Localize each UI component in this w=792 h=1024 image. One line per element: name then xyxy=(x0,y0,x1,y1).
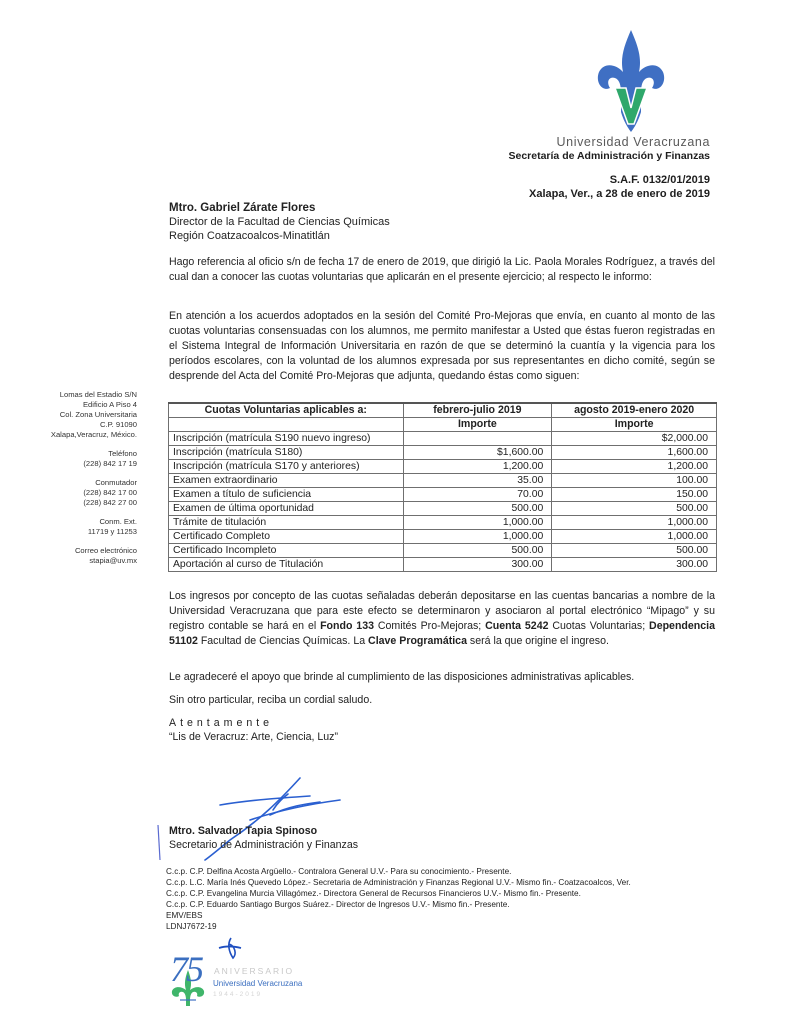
account-code: Cuenta 5242 xyxy=(485,620,549,632)
fee-concept: Examen a título de suficiencia xyxy=(169,488,404,502)
table-row xyxy=(169,460,717,474)
paragraph-agreements: En atención a los acuerdos adoptados en la sesión del Comité Pro-Mejoras que envía, en cuanto al monto de las cuotas voluntarias consensuadas con los alumnos, me permito manifestar a Usted que éstas fueron registradas en el Sistema Integral de Información Universitaria en razón de que se determinó la cuantía y la vigencia para los períodos escolares, con la voluntad de los alumnos expresada por sus representantes en dicho comité, según se desprende del Acta del Comité Pro-Mejoras que adjunta, quedando éstas como siguen: xyxy=(169,310,715,382)
institution-name: Universidad Veracruzana xyxy=(556,135,710,149)
signer-name: Mtro. Salvador Tapia Spinoso xyxy=(169,825,318,837)
sidebar-contact-info xyxy=(20,390,137,575)
fee-concept: Inscripción (matrícula S180) xyxy=(169,446,404,460)
anniversary-years: 1944-2019 xyxy=(213,991,263,998)
fee-amount-period1: 70.00 xyxy=(403,488,552,502)
fee-amount-period2: 500.00 xyxy=(552,502,717,516)
table-row xyxy=(169,516,717,530)
fee-amount-period2: 1,600.00 xyxy=(552,446,717,460)
document-id: LDNJ7672-19 xyxy=(166,922,217,931)
anniversary-number: 75 xyxy=(170,949,202,989)
recipient-title: Director de la Facultad de Ciencias Químicas xyxy=(169,216,390,228)
sidebar-email xyxy=(20,546,137,566)
department-name: Secretaría de Administración y Finanzas xyxy=(508,150,710,162)
signer-title: Secretario de Administración y Finanzas xyxy=(169,839,359,851)
switchboard-number: (228) 842 17 00 xyxy=(83,488,137,497)
motto: “Lis de Veracruz: Arte, Ciencia, Luz” xyxy=(169,731,338,743)
fee-concept: Inscripción (matrícula S170 y anteriores) xyxy=(169,460,404,474)
fee-concept: Inscripción (matrícula S190 nuevo ingreso) xyxy=(169,432,404,446)
cc-line: C.c.p. C.P. Evangelina Murcia Villagómez.- Directora General de Recursos Financieros U.V.- Mismo fin.- Presente. xyxy=(166,889,581,898)
recipient-block xyxy=(169,201,569,243)
handwritten-signature xyxy=(150,770,450,870)
fee-amount-period2: 1,200.00 xyxy=(552,460,717,474)
reference-code: S.A.F. 0132/01/2019 xyxy=(609,174,710,186)
fee-amount-period2: 500.00 xyxy=(552,544,717,558)
text-span: Los ingresos por concepto de las cuotas señaladas deberán depositarse en las cuentas bancarias a nombre de la Universidad Veracruzana que para este efecto se determinaron y asociaron al portal electrónico “Mipago” y su registro contable se hará en el xyxy=(169,590,715,632)
cc-line: C.c.p. C.P. Eduardo Santiago Burgos Suárez.- Director de Ingresos U.V.- Mismo fin.- Presente. xyxy=(166,900,510,909)
cc-line: C.c.p. C.P. Delfina Acosta Argüello.- Contralora General U.V.- Para su conocimiento.- Presente. xyxy=(166,867,512,876)
extension-number: 11719 y 11253 xyxy=(87,527,137,536)
table-row xyxy=(169,502,717,516)
fee-amount-period1: 1,000.00 xyxy=(403,530,552,544)
table-header-row xyxy=(169,403,717,418)
phone-label: Teléfono xyxy=(108,449,137,458)
fee-concept: Aportación al curso de Titulación xyxy=(169,558,404,572)
table-row xyxy=(169,558,717,572)
carbon-copy-list xyxy=(166,866,631,932)
header-concept: Cuotas Voluntarias aplicables a: xyxy=(169,403,404,418)
fee-amount-period2: 1,000.00 xyxy=(552,530,717,544)
closing-block xyxy=(169,716,338,744)
subheader-amount2: Importe xyxy=(552,418,717,432)
fee-concept: Certificado Completo xyxy=(169,530,404,544)
header-period1: febrero-julio 2019 xyxy=(403,403,552,418)
email-label: Correo electrónico xyxy=(74,546,137,555)
program-key: Clave Programática xyxy=(368,635,467,647)
recipient-name: Mtro. Gabriel Zárate Flores xyxy=(169,202,316,214)
fee-amount-period2: 150.00 xyxy=(552,488,717,502)
switchboard-label: Conmutador xyxy=(95,478,137,487)
fee-amount-period1: 1,200.00 xyxy=(403,460,552,474)
voluntary-fees-table xyxy=(168,402,717,572)
sidebar-switchboard xyxy=(20,478,137,508)
fee-concept: Trámite de titulación xyxy=(169,516,404,530)
paragraph-thanks: Le agradeceré el apoyo que brinde al cumplimiento de las disposiciones administrativas aplicables. xyxy=(169,671,635,683)
salutation: Atentamente xyxy=(169,717,274,729)
address-line: Lomas del Estadio S/N xyxy=(59,390,137,399)
extension-label: Conm. Ext. xyxy=(99,517,137,526)
fee-amount-period1: 1,000.00 xyxy=(403,516,552,530)
fee-amount-period1: 500.00 xyxy=(403,502,552,516)
table-row xyxy=(169,530,717,544)
fee-amount-period1: $1,600.00 xyxy=(403,446,552,460)
fund-code: Fondo 133 xyxy=(320,620,374,632)
header-period2: agosto 2019-enero 2020 xyxy=(552,403,717,418)
cc-line: C.c.p. L.C. María Inés Quevedo López.- Secretaria de Administración y Finanzas Regional U.V.- Mismo fin.- Coatzacoalcos, Ver. xyxy=(166,878,631,887)
signer-block xyxy=(169,824,358,852)
address-line: Xalapa,Veracruz, México. xyxy=(50,430,137,439)
sidebar-phone xyxy=(20,449,137,469)
paragraph-reference: Hago referencia al oficio s/n de fecha 17 de enero de 2019, que dirigió la Lic. Paola Morales Rodríguez, a través del cual dan a conocer las cuotas voluntarias que aplicarán en el presente ejercicio; al respecto le informo: xyxy=(169,256,715,283)
letter-date: Xalapa, Ver., a 28 de enero de 2019 xyxy=(528,188,710,200)
fee-amount-period1: 500.00 xyxy=(403,544,552,558)
recipient-region: Región Coatzacoalcos-Minatitlán xyxy=(169,230,330,242)
table-row xyxy=(169,446,717,460)
fee-amount-period1: 300.00 xyxy=(403,558,552,572)
table-subheader-row xyxy=(169,418,717,432)
fee-amount-period2: 1,000.00 xyxy=(552,516,717,530)
table-row xyxy=(169,544,717,558)
text-span: Comités Pro-Mejoras; xyxy=(374,620,486,632)
text-span: Cuotas Voluntarias; xyxy=(548,620,650,632)
anniversary-institution: Universidad Veracruzana xyxy=(213,979,303,988)
table-row xyxy=(169,474,717,488)
fee-concept: Certificado Incompleto xyxy=(169,544,404,558)
initials: EMV/EBS xyxy=(166,911,203,920)
initial-mark xyxy=(215,936,245,960)
address-line: Col. Zona Universitaria xyxy=(59,410,137,419)
table-row xyxy=(169,432,717,446)
fee-amount-period2: $2,000.00 xyxy=(552,432,717,446)
text-span: será la que origine el ingreso. xyxy=(466,635,609,647)
text-span: Facultad de Ciencias Químicas. La xyxy=(197,635,369,647)
uv-flor-de-lis-logo xyxy=(596,28,666,132)
dependency-code: Dependencia 51102 xyxy=(169,620,715,647)
switchboard-number: (228) 842 27 00 xyxy=(83,498,137,507)
address-line: C.P. 91090 xyxy=(99,420,137,429)
fee-amount-period1: 35.00 xyxy=(403,474,552,488)
subheader-blank xyxy=(169,418,404,432)
fee-amount-period2: 100.00 xyxy=(552,474,717,488)
fee-amount-period2: 300.00 xyxy=(552,558,717,572)
table-row xyxy=(169,488,717,502)
fee-concept: Examen extraordinario xyxy=(169,474,404,488)
phone-number: (228) 842 17 19 xyxy=(83,459,137,468)
anniversary-text: ANIVERSARIO xyxy=(214,966,295,976)
address-line: Edificio A Piso 4 xyxy=(82,400,137,409)
paragraph-deposit-instructions xyxy=(169,589,715,649)
fee-concept: Examen de última oportunidad xyxy=(169,502,404,516)
email-address[interactable]: stapia@uv.mx xyxy=(89,556,137,565)
sidebar-extension xyxy=(20,517,137,537)
fee-amount-period1 xyxy=(403,432,552,446)
sidebar-address xyxy=(20,390,137,440)
paragraph-farewell: Sin otro particular, reciba un cordial saludo. xyxy=(169,694,373,706)
subheader-amount1: Importe xyxy=(403,418,552,432)
